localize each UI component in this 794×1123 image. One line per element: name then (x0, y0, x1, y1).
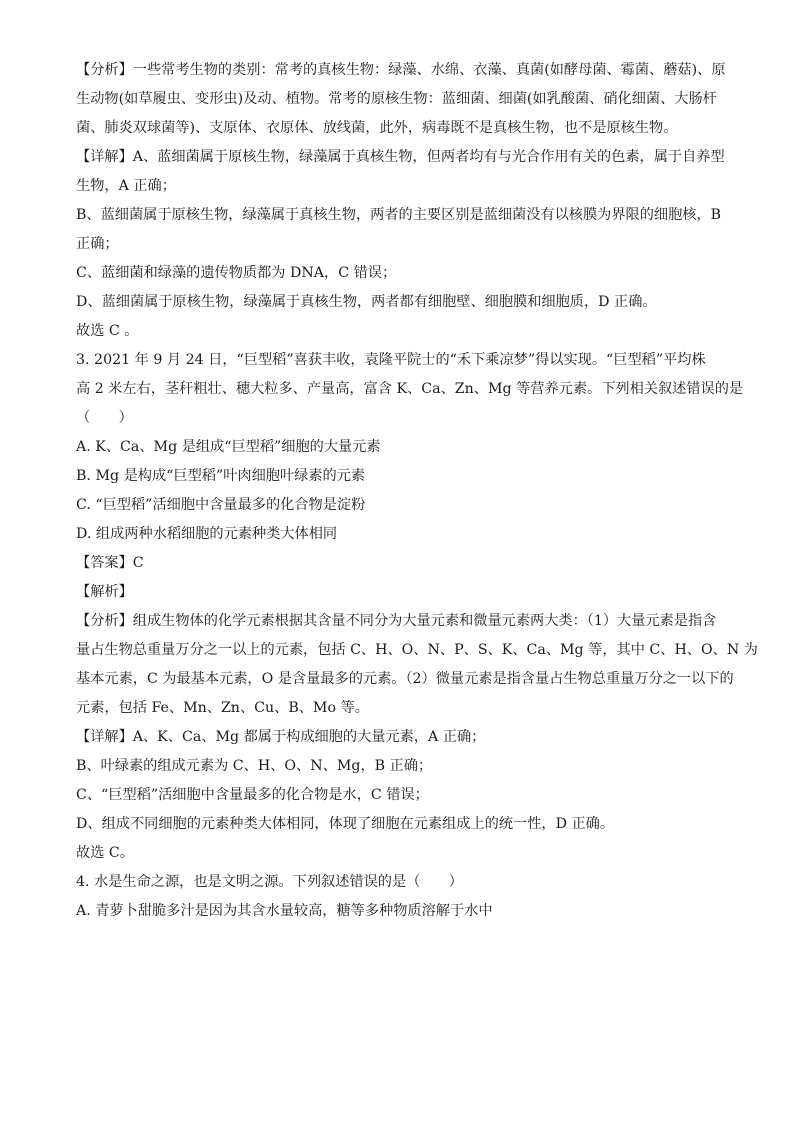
paragraph (76, 756, 702, 776)
text-line: B、蓝细菌属于原核生物，绿藻属于真核生物，两者的主要区别是蓝细菌没有以核膜为界限的细胞核，B (76, 207, 722, 223)
text-line: C、“巨型稻”活细胞中含量最多的化合物是水，C 错误； (76, 787, 429, 803)
paragraph (76, 466, 702, 486)
paragraph (76, 785, 702, 805)
text-line: A. 青萝卜甜脆多汁是因为其含水量较高，糖等多种物质溶解于水中 (76, 903, 493, 919)
text-line: C、蓝细菌和绿藻的遗传物质都为 DNA，C 错误； (76, 265, 397, 281)
paragraph (76, 321, 702, 341)
text-line: 量占生物总重量万分之一以上的元素，包括 C、H、O、N、P、S、K、Ca、Mg 等，其中 C、H、O、N 为 (76, 642, 758, 658)
text-line: 4. 水是生命之源，也是文明之源。下列叙述错误的是（ ） (76, 874, 463, 890)
text-line: 【答案】C (76, 555, 144, 571)
paragraph (76, 292, 702, 312)
text-line: B. Mg 是构成“巨型稻”叶肉细胞叶绿素的元素 (76, 468, 366, 484)
text-line: 【详解】A、蓝细菌属于原核生物，绿藻属于真核生物，但两者均有与光合作用有关的色素，属于自养型 (76, 149, 725, 165)
text-line: 基本元素，C 为最基本元素，O 是含量最多的元素。（2）微量元素是指含量占生物总重量万分之一以下的 (76, 671, 734, 687)
text-line: 故选 C 。 (76, 323, 139, 339)
paragraph (76, 553, 702, 573)
text-line: A. K、Ca、Mg 是组成“巨型稻”细胞的大量元素 (76, 439, 381, 455)
paragraph (76, 495, 702, 515)
text-line: 【分析】一些常考生物的类别：常考的真核生物：绿藻、水绵、衣藻、真菌(如酵母菌、霉菌、蘑菇)、原 (76, 62, 726, 78)
paragraph (76, 872, 702, 892)
text-line: D、组成不同细胞的元素种类大体相同，体现了细胞在元素组成上的统一性，D 正确。 (76, 816, 615, 832)
text-line: C. “巨型稻”活细胞中含量最多的化合物是淀粉 (76, 497, 366, 513)
text-line: D、蓝细菌属于原核生物，绿藻属于真核生物，两者都有细胞壁、细胞膜和细胞质，D 正确。 (76, 294, 657, 310)
text-line: 生动物(如草履虫、变形虫)及动、植物。常考的原核生物：蓝细菌、细菌(如乳酸菌、硝化细菌、大肠杆 (76, 91, 717, 107)
text-line: 3. 2021 年 9 月 24 日，“巨型稻”喜获丰收，袁隆平院士的“禾下乘凉梦”得以实现。“巨型稻”平均株 (76, 352, 706, 368)
text-line: 生物，A 正确； (76, 178, 176, 194)
text-line: 故选 C。 (76, 845, 134, 861)
paragraph (76, 611, 758, 718)
paragraph (76, 205, 722, 254)
paragraph (76, 437, 702, 457)
text-line: 【分析】组成生物体的化学元素根据其含量不同分为大量元素和微量元素两大类：（1）大量元素是指含 (76, 613, 717, 629)
paragraph (76, 814, 702, 863)
text-line: B、叶绿素的组成元素为 C、H、O、N、Mg，B 正确； (76, 758, 433, 774)
text-line: 元素，包括 Fe、Mn、Zn、Cu、B、Mo 等。 (76, 700, 369, 716)
paragraph (76, 147, 725, 196)
text-line: （ ） (76, 410, 133, 426)
text-line: 高 2 米左右，茎秆粗壮、穗大粒多、产量高，富含 K、Ca、Zn、Mg 等营养元素。下列相关叙述错误的是 (76, 381, 744, 397)
text-line: D. 组成两种水稻细胞的元素种类大体相同 (76, 526, 338, 542)
paragraph (76, 524, 702, 544)
paragraph (76, 582, 702, 602)
paragraph (76, 263, 702, 283)
text-line: 【解析】 (76, 584, 133, 600)
paragraph (76, 60, 726, 138)
document-body (76, 60, 758, 921)
paragraph (76, 901, 702, 921)
text-line: 菌、肺炎双球菌等)、支原体、衣原体、放线菌，此外，病毒既不是真核生物，也不是原核生物。 (76, 120, 678, 136)
text-line: 正确； (76, 236, 119, 252)
paragraph (76, 727, 702, 747)
paragraph (76, 350, 744, 428)
text-line: 【详解】A、K、Ca、Mg 都属于构成细胞的大量元素，A 正确； (76, 729, 486, 745)
